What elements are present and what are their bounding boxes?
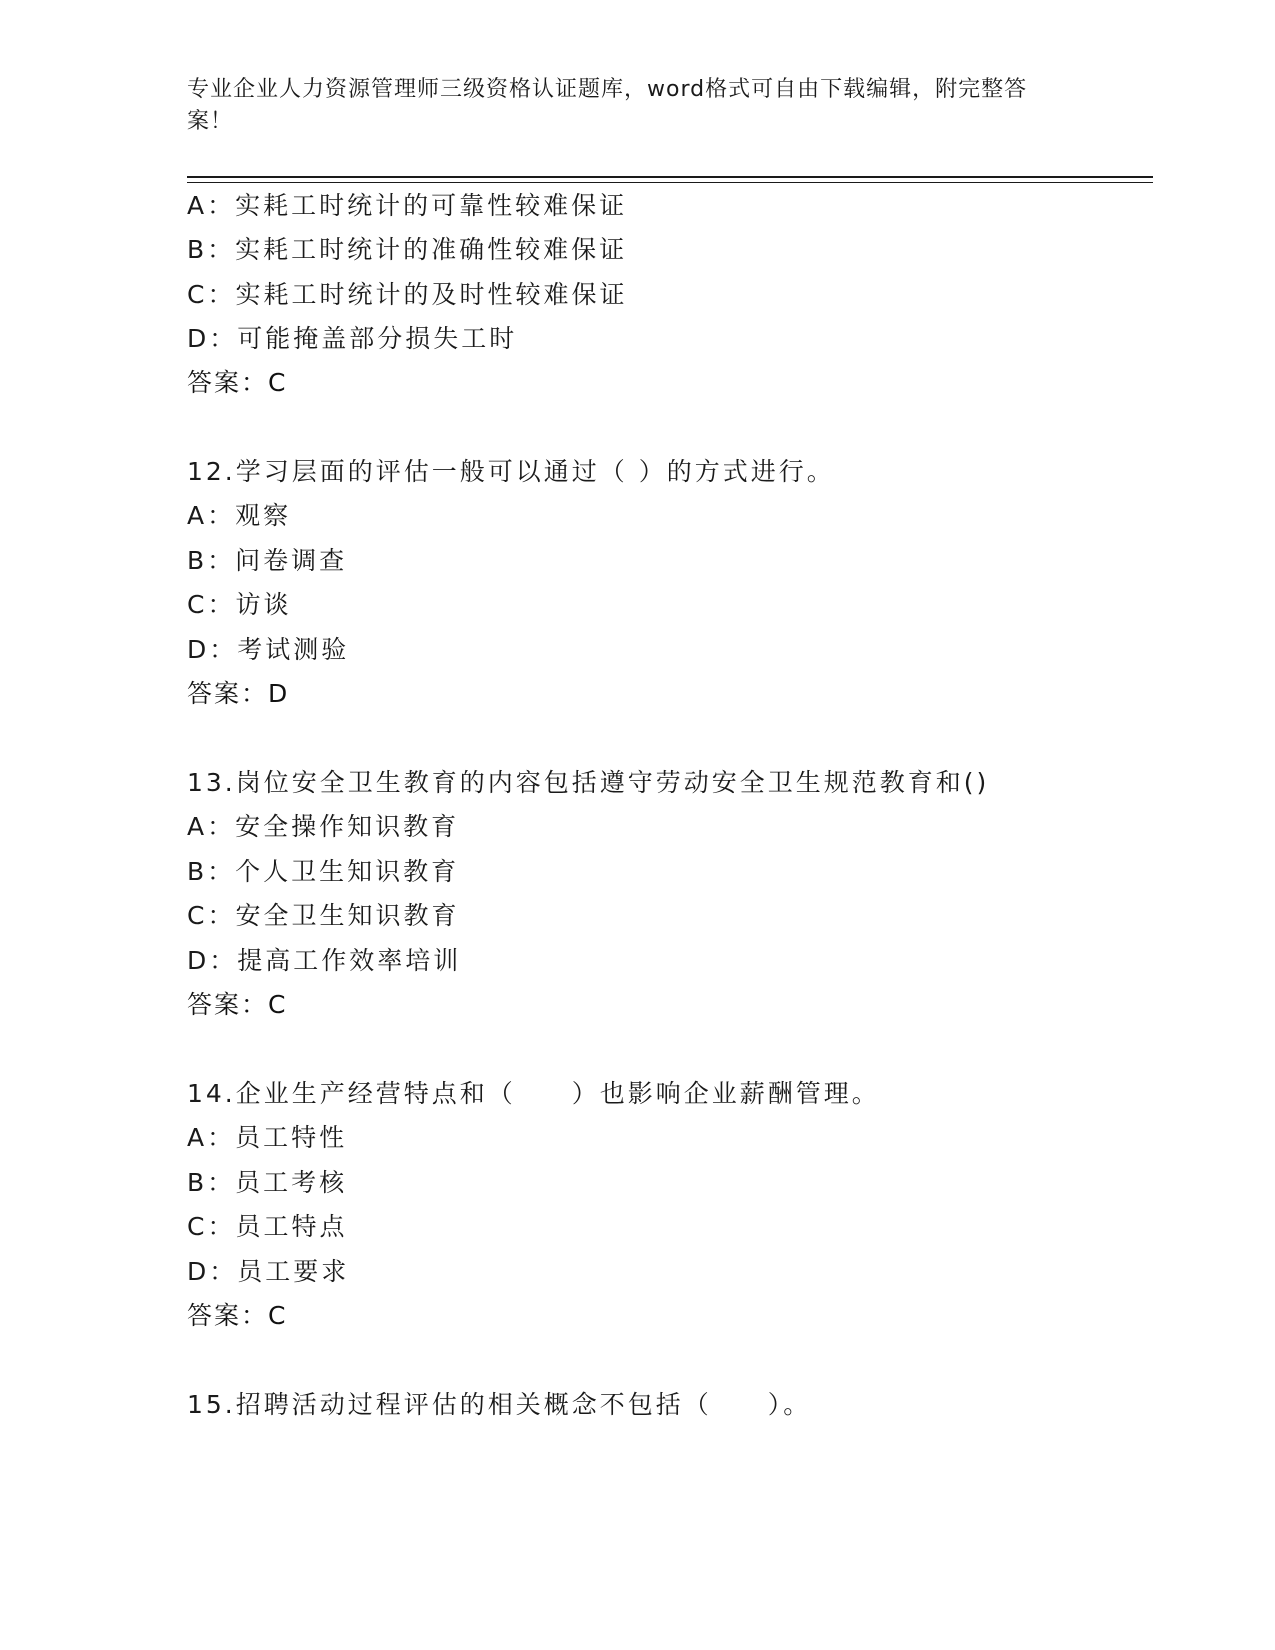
option-c: C：员工特点: [187, 1212, 348, 1241]
answer-line: 答案：D: [187, 679, 290, 708]
option-d: D：员工要求: [187, 1257, 350, 1286]
option-b: B：问卷调查: [187, 546, 348, 575]
question-13: 13.岗位安全卫生教育的内容包括遵守劳动安全卫生规范教育和(): [187, 768, 990, 797]
option-d: D：可能掩盖部分损失工时: [187, 324, 518, 353]
option-a: A：员工特性: [187, 1123, 348, 1152]
option-c: C：访谈: [187, 590, 292, 619]
answer-line: 答案：C: [187, 1301, 288, 1330]
answer-line: 答案：C: [187, 990, 288, 1019]
header-divider-thin: [187, 182, 1153, 183]
option-a: A：安全操作知识教育: [187, 812, 460, 841]
option-d: D：考试测验: [187, 635, 350, 664]
option-b: B：员工考核: [187, 1168, 348, 1197]
header-divider-thick: [187, 176, 1153, 178]
option-c: C：安全卫生知识教育: [187, 901, 460, 930]
option-c: C：实耗工时统计的及时性较难保证: [187, 280, 628, 309]
question-14: 14.企业生产经营特点和（ ）也影响企业薪酬管理。: [187, 1079, 880, 1108]
option-a: A：实耗工时统计的可靠性较难保证: [187, 191, 628, 220]
question-15: 15.招聘活动过程评估的相关概念不包括（ ）。: [187, 1390, 812, 1419]
option-b: B：个人卫生知识教育: [187, 857, 460, 886]
answer-line: 答案：C: [187, 368, 288, 397]
document-header: 专业企业人力资源管理师三级资格认证题库，word格式可自由下载编辑，附完整答案！: [187, 77, 1028, 134]
option-a: A：观察: [187, 501, 292, 530]
option-d: D：提高工作效率培训: [187, 946, 462, 975]
option-b: B：实耗工时统计的准确性较难保证: [187, 235, 628, 264]
question-12: 12.学习层面的评估一般可以通过（ ）的方式进行。: [187, 457, 835, 486]
